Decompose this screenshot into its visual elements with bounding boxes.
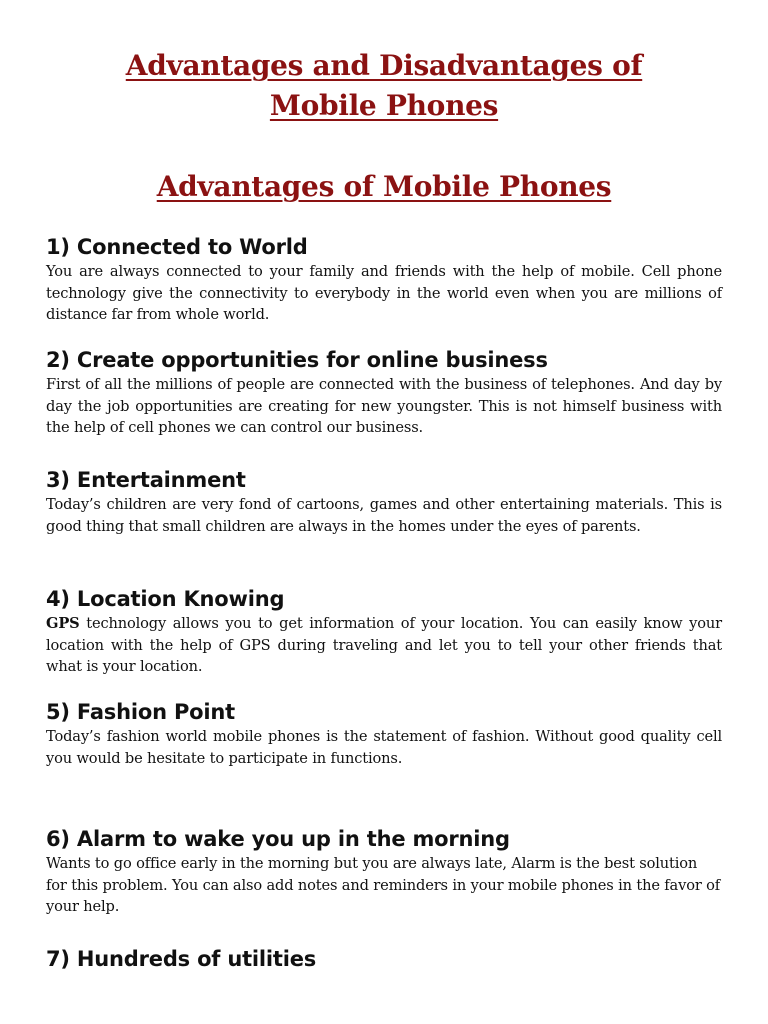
advantage-heading: 2) Create opportunities for online business bbox=[46, 348, 548, 372]
advantage-body bbox=[46, 613, 722, 678]
advantage-heading: 7) Hundreds of utilities bbox=[46, 947, 317, 971]
advantage-body: First of all the millions of people are connected with the business of telephones. And day by day the job opportunities are creating for new youngster. This is not himself business with the help of cell phones we can control our business. bbox=[46, 376, 722, 436]
advantage-body: Wants to go office early in the morning but you are always late, Alarm is the best solution for this problem. You can also add notes and reminders in your mobile phones in the favor of your help. bbox=[46, 855, 721, 915]
advantage-section-fashion bbox=[46, 698, 722, 769]
advantage-section-entertainment bbox=[46, 466, 722, 537]
advantage-section-utilities bbox=[46, 945, 722, 973]
advantage-body-text: technology allows you to get information of your location. You can easily know your location with the help of GPS during traveling and let you to tell your other friends that what is your location. bbox=[46, 615, 722, 675]
advantage-heading: 5) Fashion Point bbox=[46, 700, 235, 724]
gps-term: GPS bbox=[46, 615, 80, 632]
advantage-body: Today’s children are very fond of cartoons, games and other entertaining materials. This is good thing that small children are always in the homes under the eyes of parents. bbox=[46, 496, 722, 535]
section-title-advantages: Advantages of Mobile Phones bbox=[156, 170, 612, 203]
advantage-body: Today’s fashion world mobile phones is the statement of fashion. Without good quality cell you would be hesitate to participate in functions. bbox=[46, 728, 722, 767]
advantage-heading: 4) Location Knowing bbox=[46, 587, 285, 611]
advantage-section-location bbox=[46, 585, 722, 678]
advantage-section-alarm bbox=[46, 825, 722, 918]
advantage-heading: 6) Alarm to wake you up in the morning bbox=[46, 827, 510, 851]
document-title-line-1: Advantages and Disadvantages of bbox=[125, 49, 643, 82]
advantage-body: You are always connected to your family and friends with the help of mobile. Cell phone technology give the connectivity to everybody in the world even when you are millions of distance far from whole world. bbox=[46, 263, 722, 323]
advantage-heading: 3) Entertainment bbox=[46, 468, 246, 492]
advantage-section-connected bbox=[46, 233, 722, 326]
document-title-line-2: Mobile Phones bbox=[269, 89, 499, 122]
advantage-section-online-business bbox=[46, 346, 722, 439]
advantage-heading: 1) Connected to World bbox=[46, 235, 308, 259]
